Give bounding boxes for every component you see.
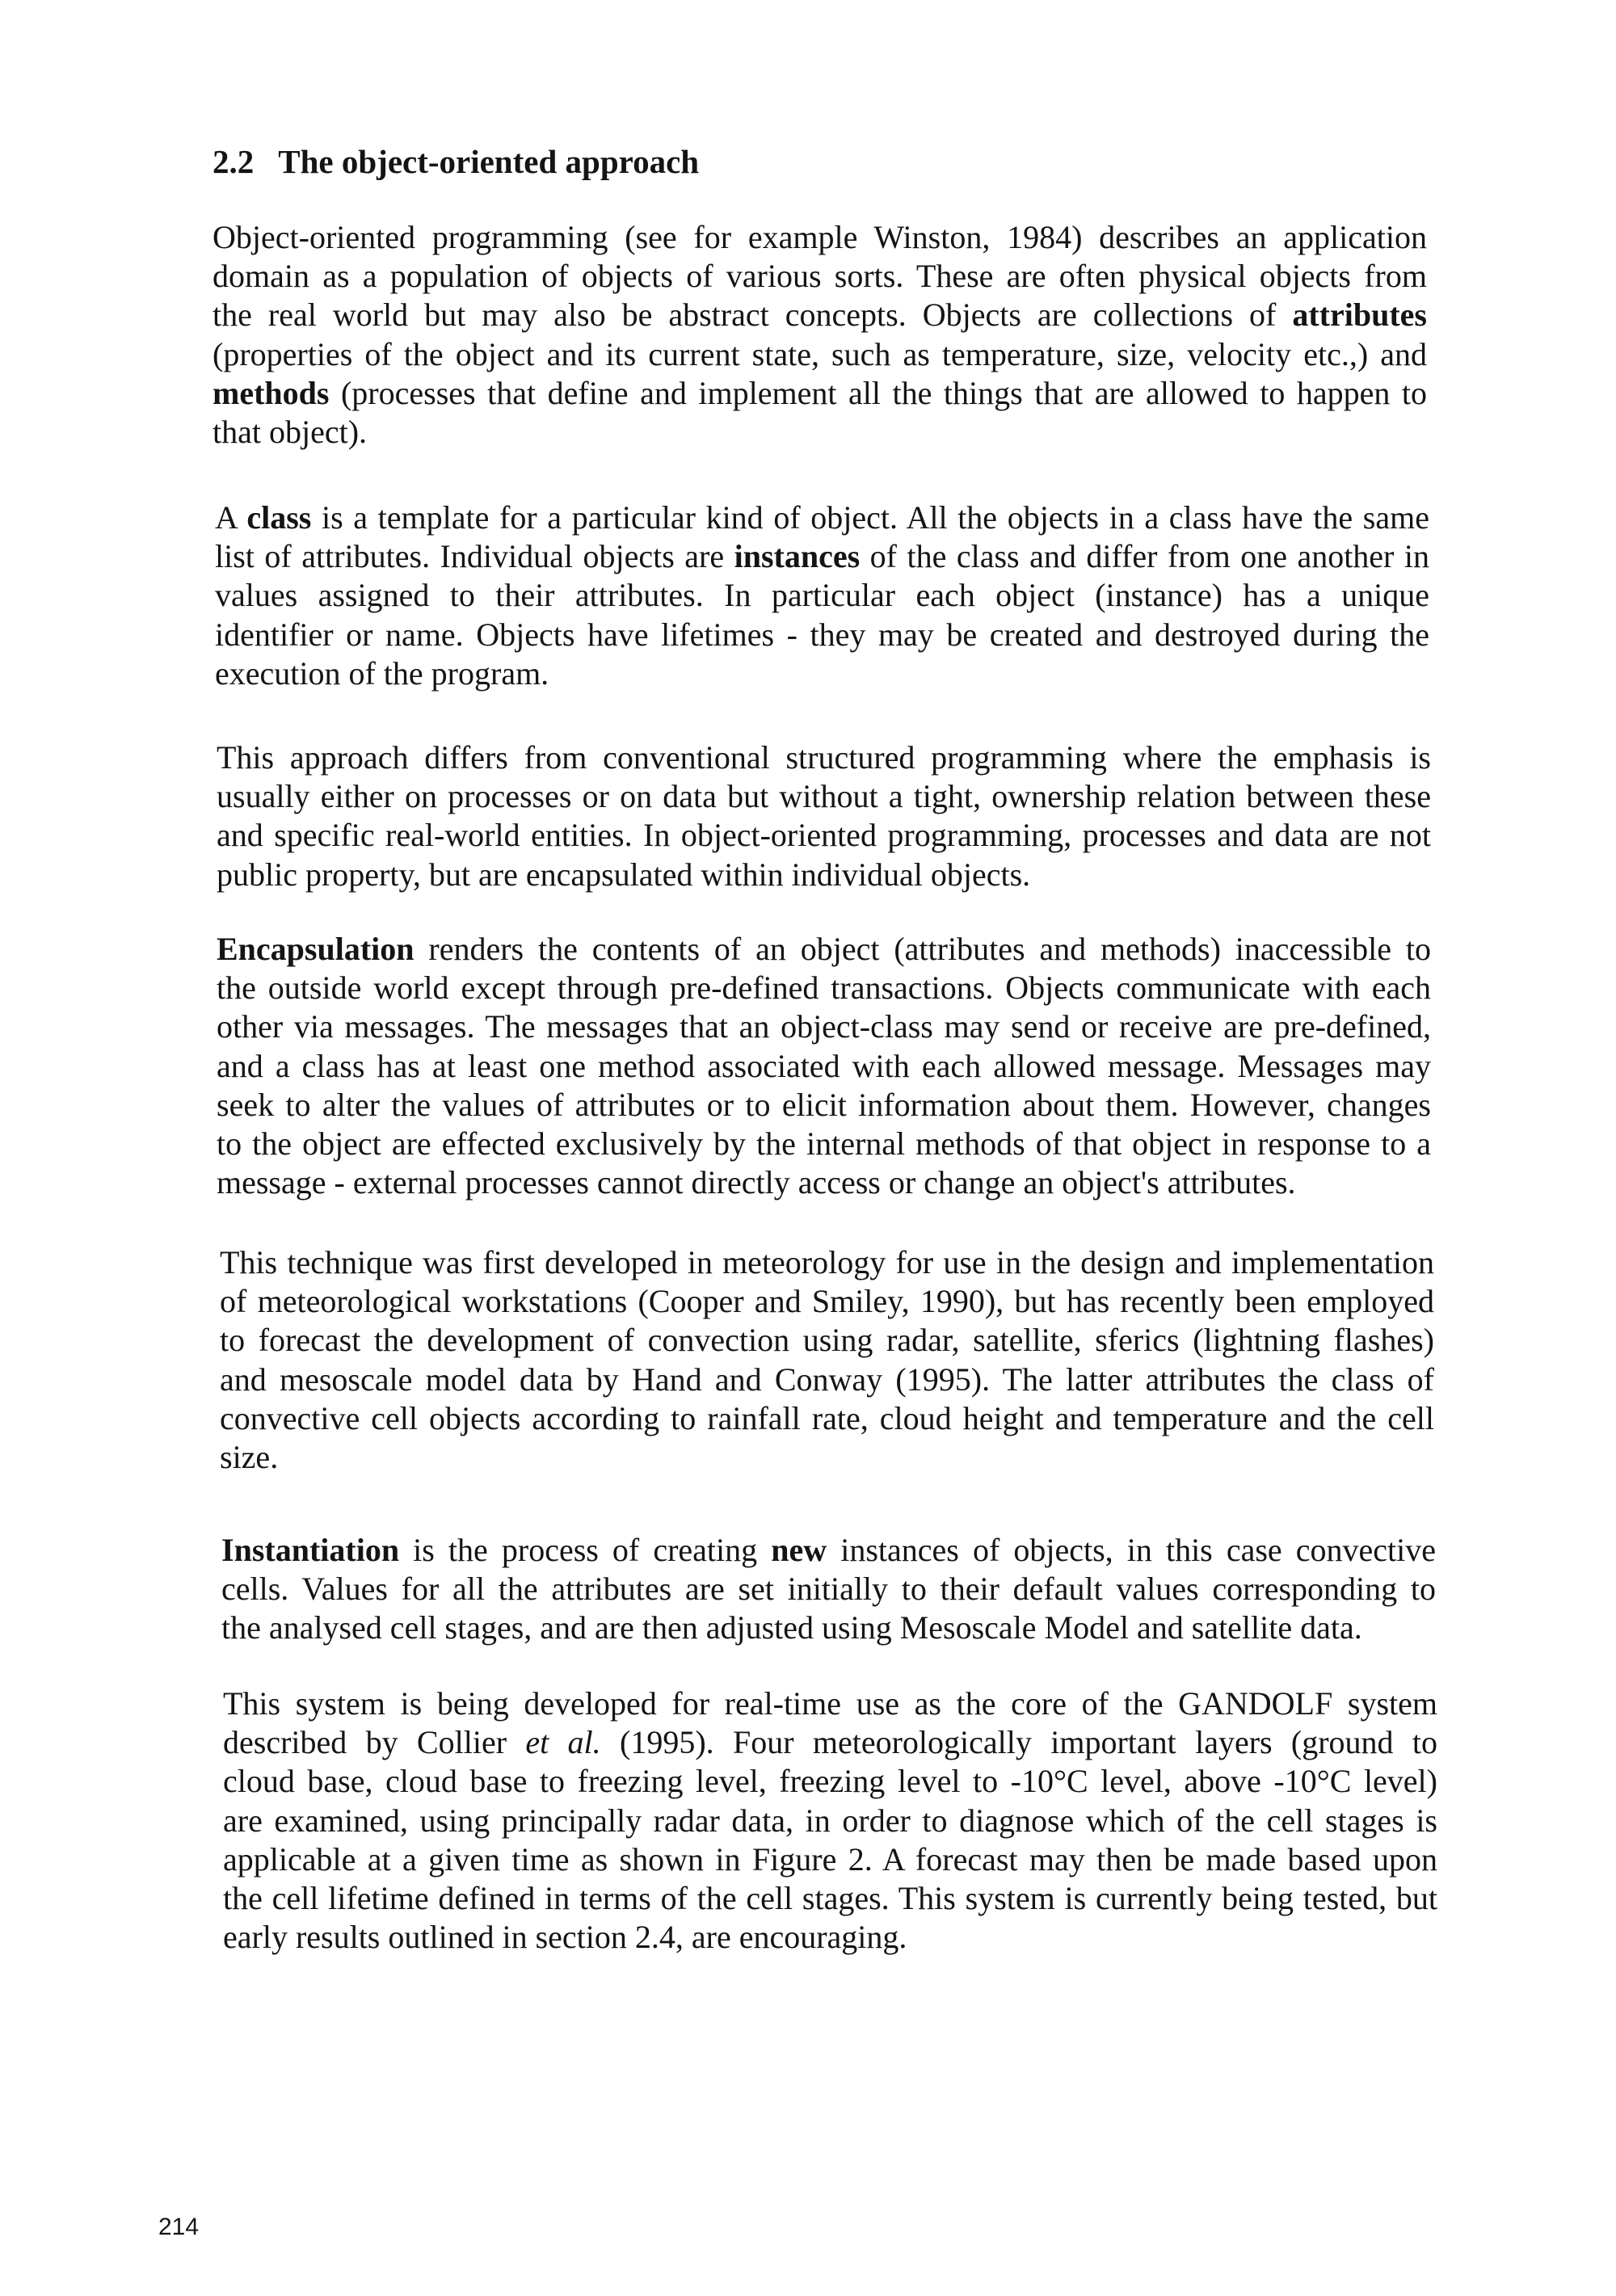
text-run: public property, but are encapsulated within individual objects. (217, 856, 1031, 893)
text-run: the real world but may also be abstract concepts. Objects are collections of (213, 296, 1293, 334)
text-line (213, 218, 1427, 257)
text-line (215, 498, 1429, 537)
paragraph (213, 218, 1427, 452)
paragraph (223, 1684, 1437, 1957)
text-line (215, 616, 1429, 654)
text-line (217, 1125, 1431, 1163)
text-run: domain as a population of objects of various sorts. These are often physical objects from (213, 258, 1427, 295)
text-run: Object-oriented programming (see for example Winston, 1984) describes an application (213, 219, 1427, 255)
section-heading (213, 142, 699, 181)
text-run: seek to alter the values of attributes or to elicit information about them. However, changes (217, 1086, 1431, 1123)
text-run: to forecast the development of convection using radar, satellite, sferics (lightning flashes) (220, 1322, 1434, 1359)
text-run: usually either on processes or on data but without a tight, ownership relation between these (217, 778, 1431, 815)
text-run: (properties of the object and its current state, such as temperature, size, velocity etc.,) and (213, 335, 1427, 372)
text-run: execution of the program. (215, 654, 549, 692)
paragraph (220, 1243, 1434, 1477)
text-line (223, 1762, 1437, 1801)
text-line (213, 257, 1427, 296)
text-line (223, 1723, 1437, 1762)
text-line (213, 335, 1427, 374)
text-line (217, 1047, 1431, 1086)
text-line (217, 777, 1431, 816)
text-run: values assigned to their attributes. In particular each object (instance) has a unique (215, 577, 1429, 614)
text-line (220, 1399, 1434, 1438)
text-run: A (215, 499, 247, 536)
text-run: the outside world except through pre-defined transactions. Objects communicate with each (217, 969, 1431, 1007)
text-run: the analysed cell stages, and are then adjusted using Mesoscale Model and satellite data. (221, 1609, 1362, 1646)
paragraph (217, 738, 1431, 894)
bold-term: new (771, 1532, 827, 1568)
text-line (217, 969, 1431, 1007)
text-line (221, 1531, 1436, 1570)
text-line (223, 1684, 1437, 1723)
paragraph (215, 498, 1429, 693)
text-line (213, 413, 1427, 452)
text-run: cloud base, cloud base to freezing level, freezing level to -10°C level, above -10°C level) (223, 1763, 1437, 1800)
text-run: that object). (213, 413, 368, 450)
text-run: This technique was first developed in meteorology for use in the design and implementation (220, 1244, 1434, 1280)
text-run: is a template for a particular kind of object. All the objects in a class have the same (311, 499, 1429, 536)
text-run: early results outlined in section 2.4, are encouraging. (223, 1919, 907, 1956)
text-line (217, 930, 1431, 969)
text-line (221, 1570, 1436, 1608)
text-run: (processes that define and implement all the things that are allowed to happen to (329, 374, 1427, 411)
text-line (223, 1918, 1437, 1957)
text-line (217, 1086, 1431, 1125)
text-run: to the object are effected exclusively by the internal methods of that object in response to a (217, 1125, 1431, 1162)
text-line (215, 576, 1429, 615)
section-title: The object-oriented approach (278, 143, 700, 180)
bold-term: instances (734, 538, 861, 575)
text-run: and specific real-world entities. In object-oriented programming, processes and data are not (217, 817, 1431, 854)
text-line (217, 856, 1431, 894)
paragraph (221, 1531, 1436, 1648)
text-run: other via messages. The messages that an object-class may send or receive are pre-defined, (217, 1008, 1431, 1045)
text-run: and mesoscale model data by Hand and Conway (1995). The latter attributes the class of (220, 1360, 1434, 1398)
text-line (217, 1007, 1431, 1046)
text-line (217, 1163, 1431, 1202)
text-run: of the class and differ from one another in (860, 538, 1429, 575)
text-run: and a class has at least one method associated with each allowed message. Messages may (217, 1047, 1431, 1084)
text-run: size. (220, 1438, 279, 1475)
text-line (215, 654, 1429, 693)
text-run: message - external processes cannot directly access or change an object's attributes. (217, 1164, 1296, 1201)
text-run: This system is being developed for real-time use as the core of the GANDOLF system (223, 1685, 1437, 1722)
text-run: instances of objects, in this case convective (827, 1532, 1436, 1568)
text-run: identifier or name. Objects have lifetimes - they may be created and destroyed during the (215, 616, 1429, 653)
text-run: is the process of creating (399, 1532, 772, 1568)
text-line (223, 1840, 1437, 1879)
section-number: 2.2 (213, 143, 255, 180)
text-run: renders the contents of an object (attributes and methods) inaccessible to (414, 931, 1431, 967)
bold-term: methods (213, 374, 330, 411)
text-line (220, 1360, 1434, 1399)
bold-term: Instantiation (221, 1532, 400, 1568)
text-line (223, 1802, 1437, 1840)
text-run: cells. Values for all the attributes are set initially to their default values corresponding to (221, 1571, 1436, 1608)
text-line (220, 1282, 1434, 1321)
text-line (220, 1438, 1434, 1477)
paragraph (217, 930, 1431, 1202)
text-run: applicable at a given time as shown in Figure 2. A forecast may then be made based upon (223, 1840, 1437, 1878)
text-line (217, 738, 1431, 777)
bold-term: Encapsulation (217, 931, 415, 967)
text-line (213, 296, 1427, 334)
text-run: This approach differs from conventional structured programming where the emphasis is (217, 739, 1431, 776)
text-line (220, 1243, 1434, 1282)
text-line (221, 1608, 1436, 1647)
text-line (223, 1879, 1437, 1918)
italic-text: et al. (525, 1724, 601, 1761)
text-run: list of attributes. Individual objects are (215, 538, 734, 575)
bold-term: attributes (1292, 296, 1427, 334)
bold-term: class (246, 499, 312, 536)
text-run: are examined, using principally radar data, in order to diagnose which of the cell stages is (223, 1802, 1437, 1839)
text-run: of meteorological workstations (Cooper and Smiley, 1990), but has recently been employed (220, 1283, 1434, 1320)
page-number: 214 (158, 2214, 200, 2240)
text-line (213, 374, 1427, 413)
text-run: (1995). Four meteorologically important layers (ground to (600, 1724, 1438, 1761)
text-run: convective cell objects according to rainfall rate, cloud height and temperature and the cell (220, 1399, 1434, 1436)
text-line (215, 537, 1429, 576)
text-line (217, 816, 1431, 855)
text-run: the cell lifetime defined in terms of the cell stages. This system is currently being tested, but (223, 1879, 1437, 1916)
text-run: described by Collier (223, 1724, 526, 1761)
text-line (220, 1321, 1434, 1360)
